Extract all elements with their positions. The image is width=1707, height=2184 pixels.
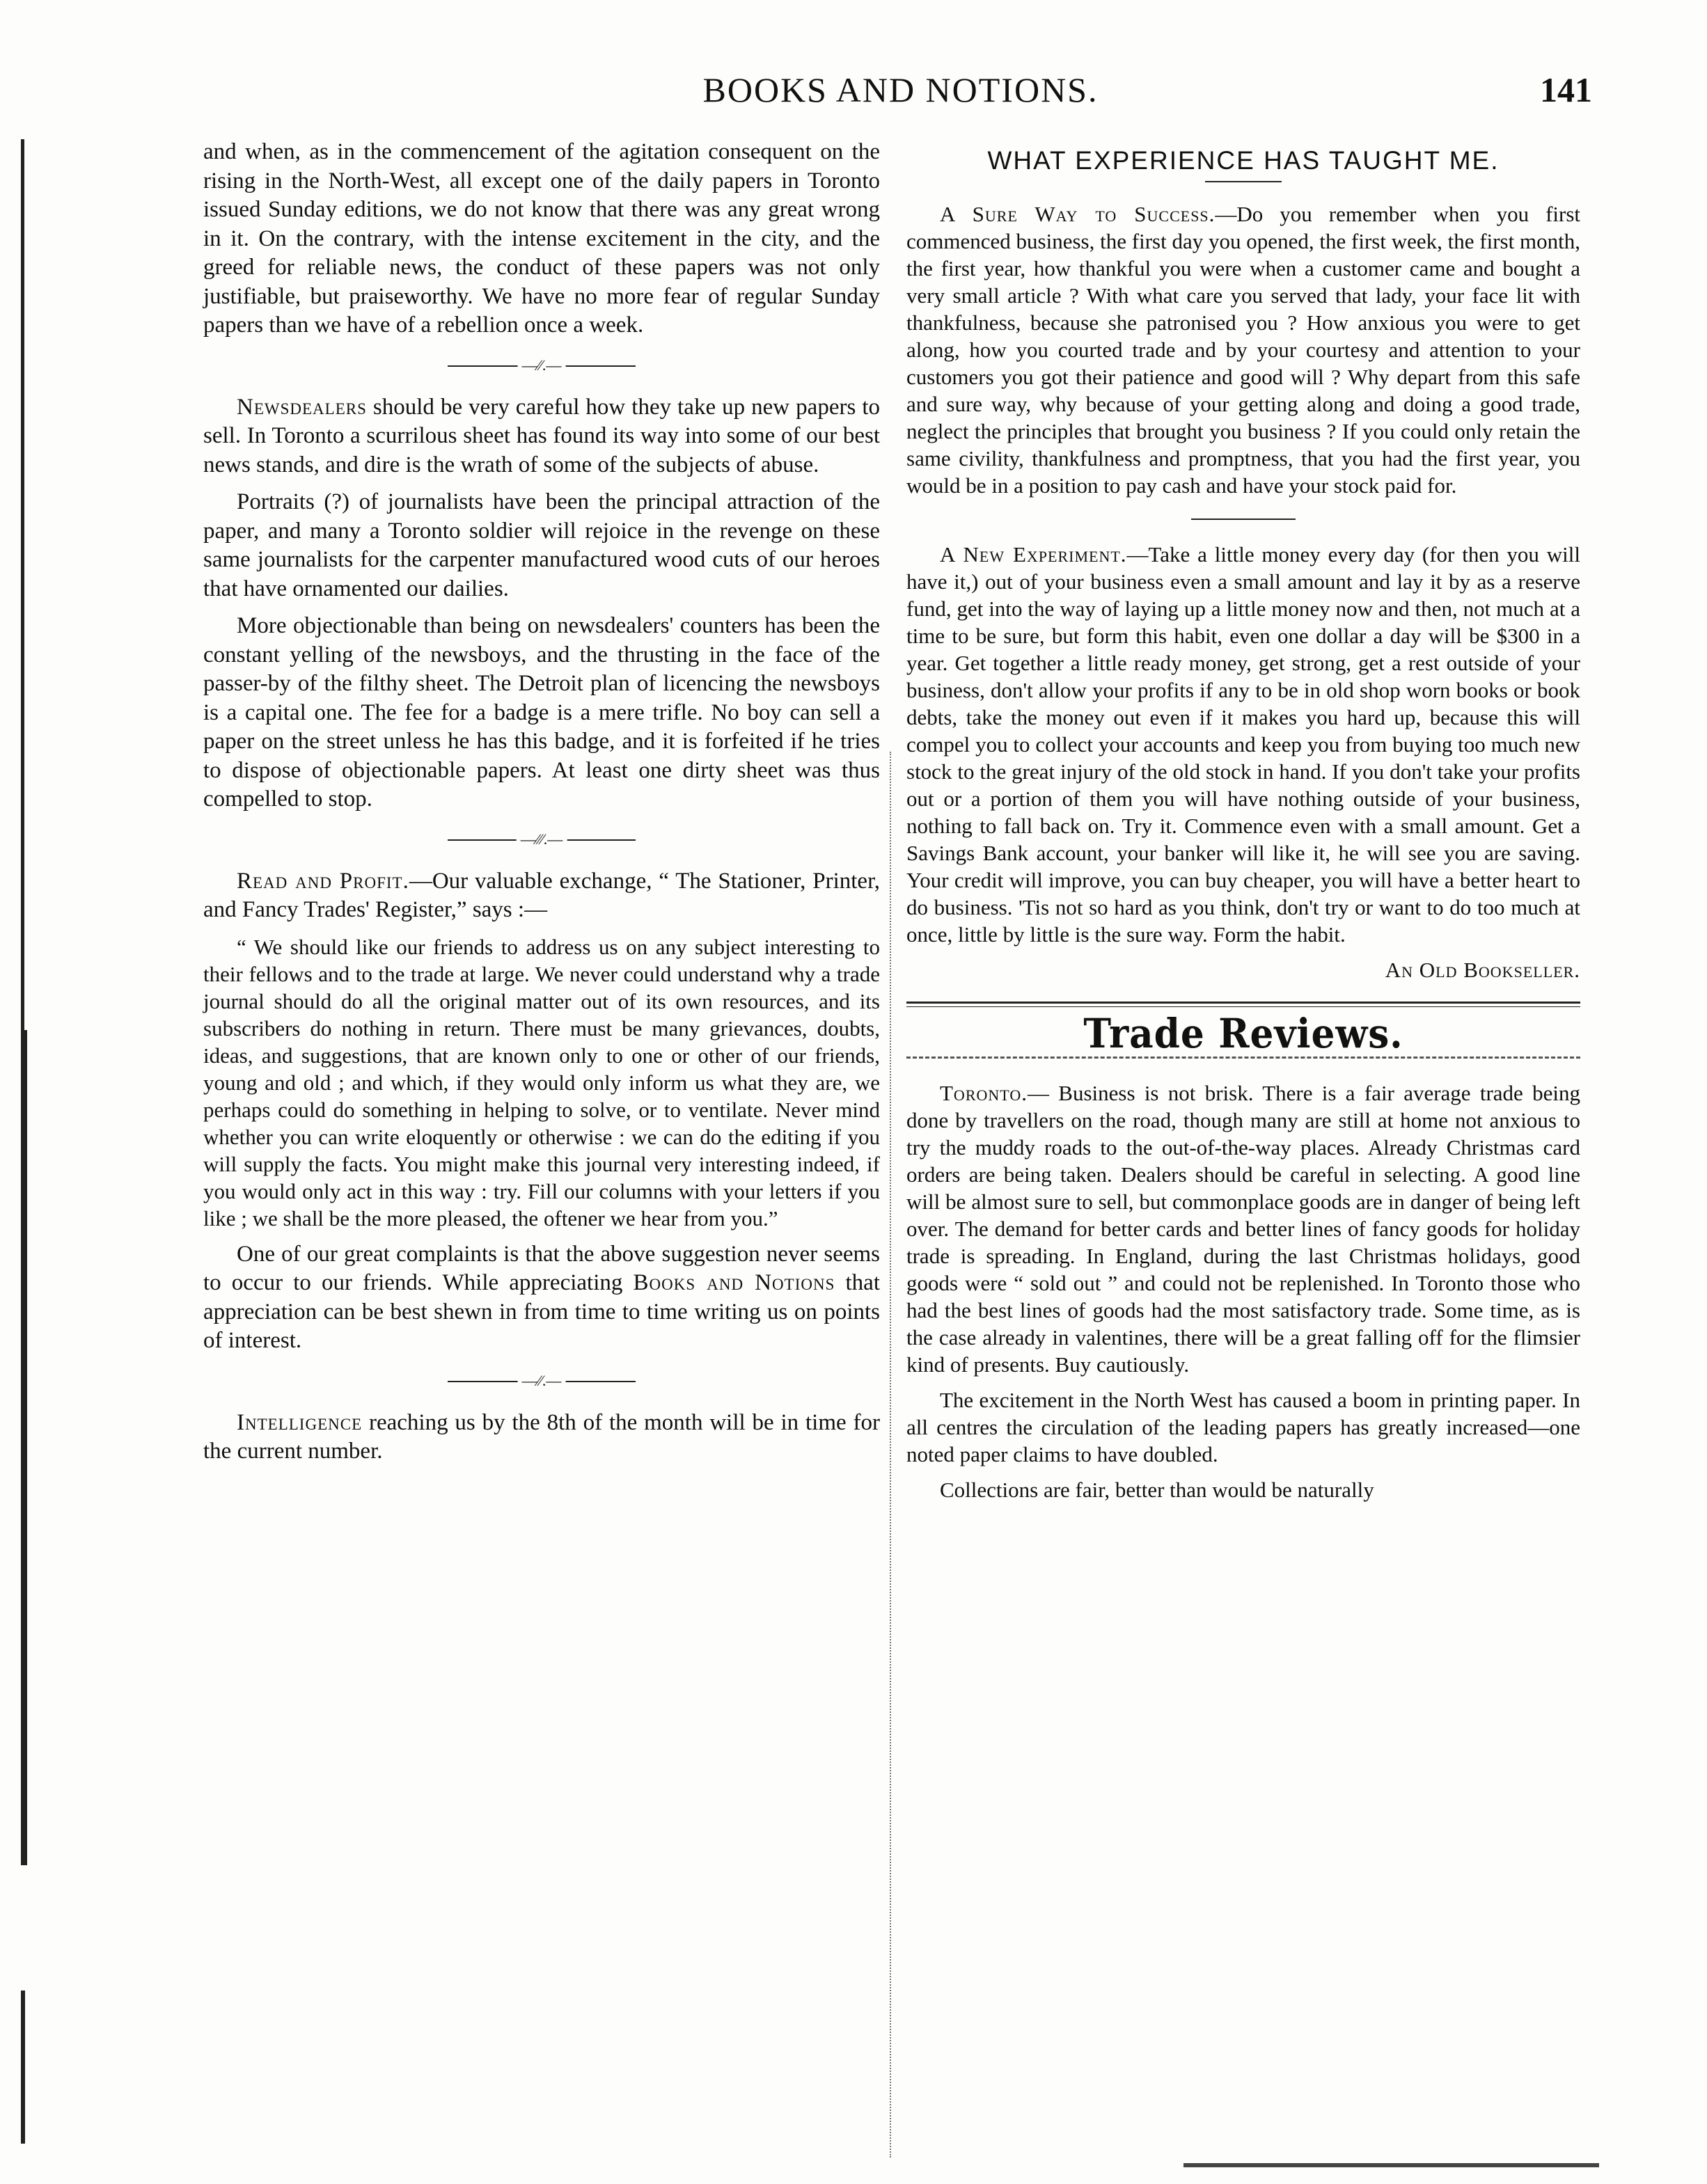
block-quote: “ We should like our friends to address us on any subject interesting to their fellows and to the trade at large. We never could understand why a trade journal should do all the original matter out of its own resources, and its subscribers do nothing in return. There must be many grievances, doubts, ideas, and suggestions, that are known only to one or other of our friends, young and old ; and which, if they would only inform us what they are, we perhaps could do something in helping to solve, or to ventilate. Never mind whether you can write eloquently or otherwise : we can do the editing if you will supply the facts. You might make this journal very interesting indeed, if you would only act in this way : try. Fill our columns with your letters if you like ; we shall be the more pleased, the oftener we hear from you.” [203, 934, 880, 1231]
paragraph: Collections are fair, better than would be naturally [940, 1478, 1374, 1502]
run-in-heading: Intelligence [237, 1409, 363, 1435]
column-divider [890, 752, 891, 2158]
ornament: —∕∕.— [518, 1371, 566, 1391]
paragraph-text: One of our great complaints is that the above suggestion never seems to occur to our friends. While appreciating [203, 1241, 880, 1295]
paragraph: Portraits (?) of journalists have been the principal attraction of the paper, and many a Toronto soldier will rejoice in the revenge on these same journalists for the carpenter manufactured wood cuts of our heroes that have ornamented our dailies. [203, 489, 880, 601]
margin-scan-mark [21, 139, 24, 1114]
thin-rule [906, 1006, 1580, 1007]
section-rule [1191, 519, 1296, 520]
ornamental-divider [448, 356, 636, 377]
department-title: Trade Reviews. [1083, 1009, 1403, 1057]
paragraph [906, 541, 1580, 948]
bottom-rule [1183, 2163, 1599, 2167]
ornament: —∕∕.— [518, 356, 566, 375]
paragraph-text: —Take a little money every day (for then you will have it,) out of your business even a small amount and lay it by as a reserve fund, get into the way of laying up a little money now and then, not much at a time to be sure, but form this habit, even one dollar a day will be $300 in a year. Get together a little ready money, get strong, get a rest outside of your business, don't allow your profits if any to be in old shop worn books or book debts, take the money out even if it makes you hard up, because this will compel you to collect your accounts and keep you from buying too much new stock to the great injury of the old stock in hand. If you don't take your profits out or a portion of them you will have nothing outside of your business, nothing to fall back on. Try it. Commence even with a small amount. Get a Savings Bank account, your banker will like it, he will see you are saving. Your credit will improve, you can buy cheaper, you will have a better heart to do business. 'Tis not so hard as you think, don't try or want to do too much at once, little by little is the sure way. Form the habit. [906, 541, 1580, 947]
margin-scan-mark [21, 1991, 25, 2144]
run-in-heading: Newsdealers [237, 394, 367, 420]
paragraph-text: —Do you remember when you first commenced business, the first day you opened, the first week, the first month, the first year, how thankful you were when a customer came and bought a very small article ? With what care you served that lady, your face lit with thankfulness, because she patronised you ? How anxious you were to get along, how you courted trade and by your courtesy and attention to your customers you got their patience and good will ? Why depart from this safe and sure way, why because of your getting along and doing a good trade, neglect the principles that brought you business ? If you could only retain the same civility, thankfulness and promptness, that you had the first year, you would be in a position to pay cash and have your stock paid for. [906, 201, 1581, 498]
run-in-heading: A Sure Way to Success. [940, 201, 1216, 226]
paragraph-text: that appreciation can be best shewn in from time to time writing us on points of interest. [203, 1270, 881, 1353]
right-column [906, 138, 1580, 1512]
paragraph [203, 1240, 880, 1356]
running-header [209, 64, 1592, 120]
signature: An Old Bookseller. [1385, 957, 1580, 982]
section-title: WHAT EXPERIENCE HAS TAUGHT ME. [987, 146, 1500, 175]
paragraph-text: —Our valuable exchange, “ The Stationer, Printer, and Fancy Trades' Register,” says :— [203, 868, 880, 922]
paragraph-text: reaching us by the 8th of the month will be in time for the current number. [203, 1409, 880, 1464]
running-title: BOOKS AND NOTIONS. [702, 70, 1099, 109]
paragraph [906, 1079, 1580, 1378]
paragraph-text: should be very careful how they take up new papers to sell. In Toronto a scurrilous sheet has found its way into some of our best news stands, and dire is the wrath of some of the subjects of abuse. [203, 394, 880, 477]
paragraph-text: — Business is not brisk. There is a fair average trade being done by travellers on the road, though many are still at home not anxious to try the muddy roads to the out-of-the-way places. Already Christmas card orders are being taken. Dealers should be careful in selecting. A good line will be almost sure to sell, but commonplace goods are in danger of being left over. The demand for better cards and better lines of fancy goods for holiday trade is spreading. In England, during the last Christmas holidays, good goods were “ sold out ” and could not be replenished. In Toronto those who had the best lines of goods had the most satisfactory trade. Some time, as is the case already in valentines, there will be a great falling off for the flimsier kind of presents. Buy cautiously. [906, 1081, 1580, 1377]
paragraph: More objectionable than being on newsdealers' counters has been the constant yelling of the newsboys, and the thrusting in the face of the passer-by of the filthy sheet. The Detroit plan of licencing the newsboys is a capital one. The fee for a badge is a mere trifle. No boy can sell a paper on the street unless he has this badge, and it is forfeited if he tries to dispose of objectionable papers. At least one dirty sheet was thus compelled to stop. [203, 613, 880, 812]
paragraph [203, 393, 880, 480]
paragraph [203, 867, 880, 925]
publication-name: Books and Notions [633, 1270, 835, 1295]
ornamental-divider [448, 1371, 636, 1392]
paragraph: The excitement in the North West has caused a boom in printing paper. In all centres the circulation of the leading papers has greatly increased—one noted paper claims to have doubled. [906, 1388, 1580, 1466]
paragraph [906, 200, 1580, 499]
run-in-heading: A New Experiment. [940, 541, 1127, 567]
page-number: 141 [1540, 70, 1592, 109]
ornament: —∕∕∕.— [517, 830, 567, 849]
heavy-rule [906, 1002, 1580, 1004]
ornamental-divider [448, 830, 636, 850]
paragraph [203, 1409, 880, 1466]
run-in-heading: Toronto. [940, 1081, 1028, 1105]
title-rule [1205, 181, 1282, 182]
margin-scan-mark [21, 1030, 27, 1865]
paragraph: and when, as in the commencement of the agitation consequent on the rising in the North-West, all except one of the daily papers in Toronto issued Sunday editions, we do not know that there was any great wrong in it. On the contrary, with the intense excitement in the city, and the greed for reliable news, the conduct of these papers was not only justifiable, but praiseworthy. We have no more fear of regular Sunday papers than we have of a rebellion once a week. [203, 139, 880, 338]
left-column [203, 138, 880, 1475]
run-in-heading: Read and Profit. [237, 868, 409, 894]
